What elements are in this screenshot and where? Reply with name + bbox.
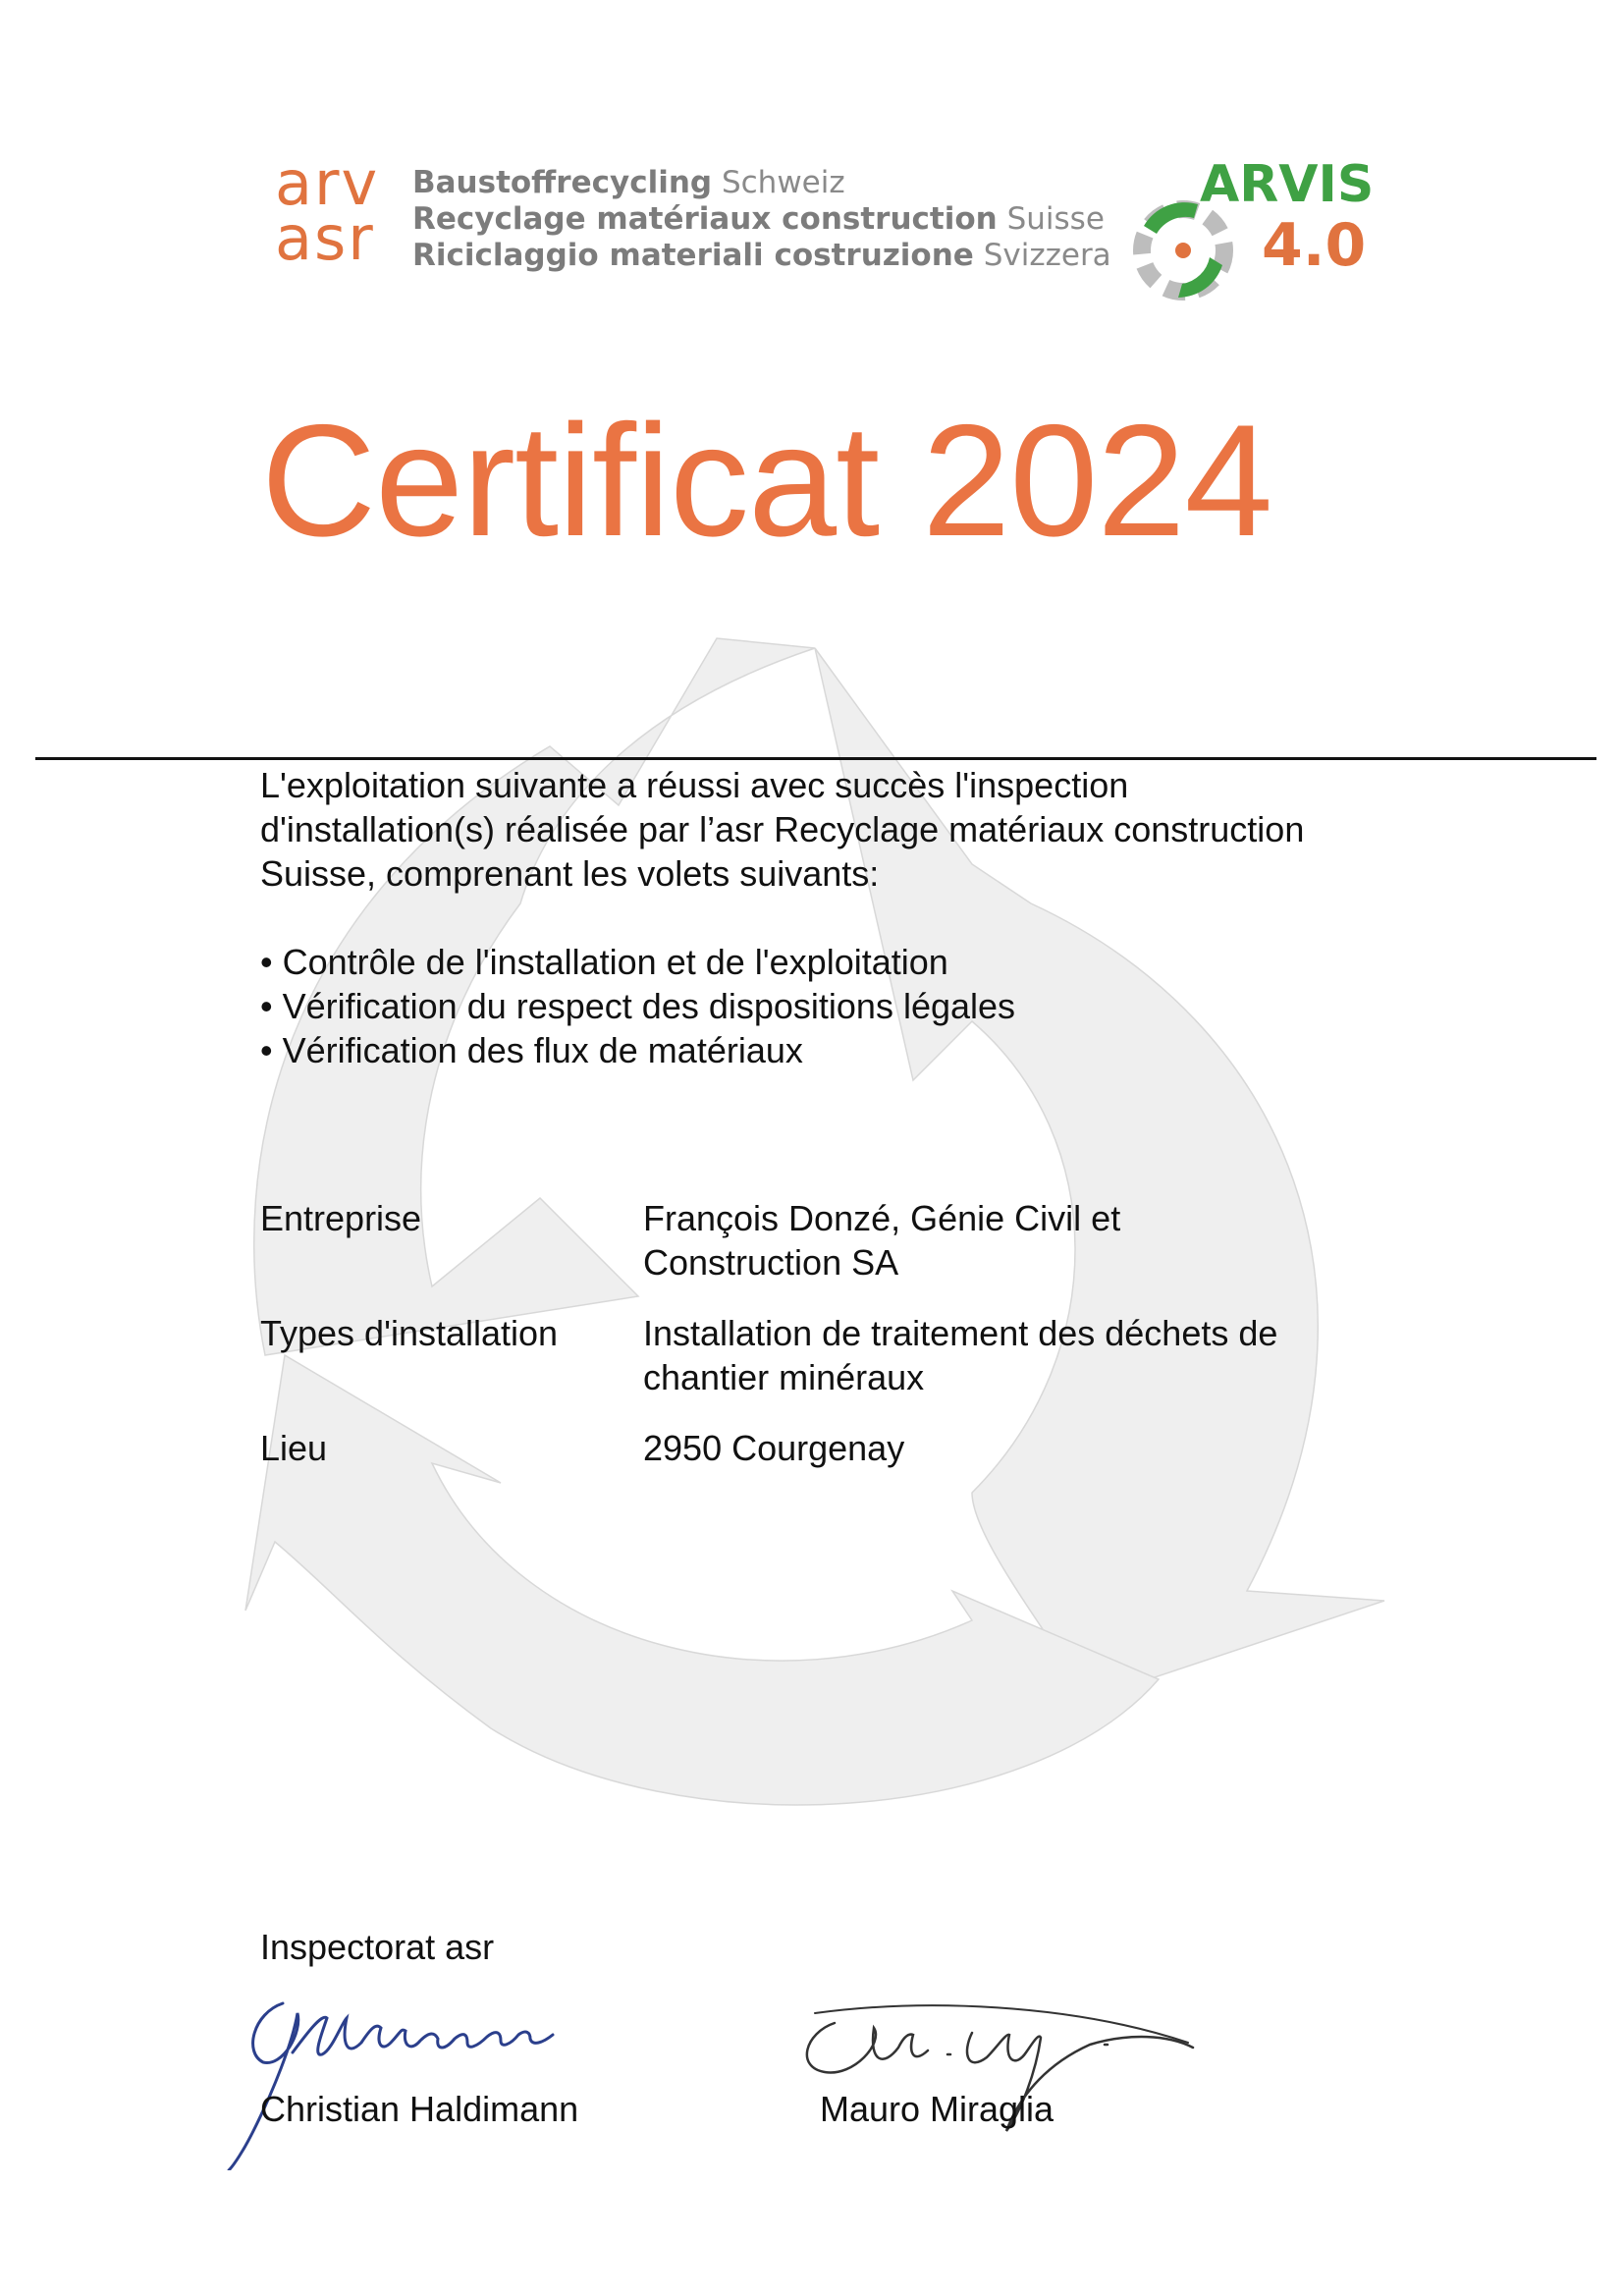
- arvis-name: ARVIS: [1200, 155, 1375, 214]
- arv-asr-mark: [275, 147, 380, 274]
- divider-line: [35, 757, 1596, 760]
- arv-asr-logo: [275, 147, 1139, 285]
- detail-value-lieu: 2950 Courgenay: [643, 1428, 905, 1468]
- intro-line: L'exploitation suivante a réussi avec succès l'inspection: [260, 765, 1129, 805]
- detail-value-entreprise: François Donzé, Génie Civil et Construction SA: [643, 1198, 1121, 1283]
- intro-line: d'installation(s) réalisée par l’asr Recyclage matériaux construction: [260, 809, 1305, 849]
- signature-haldimann-icon: [214, 1974, 568, 2170]
- logo-taglines: [412, 165, 1111, 274]
- intro-paragraph: [260, 763, 1438, 896]
- detail-label-types: Types d'installation: [260, 1313, 559, 1353]
- logo-line-de: Baustoffrecycling Schweiz: [412, 165, 845, 200]
- intro-line: Suisse, comprenant les volets suivants:: [260, 853, 880, 894]
- signer-name-2: Mauro Miraglia: [820, 2089, 1054, 2129]
- signature-heading: Inspectorat asr: [260, 1927, 495, 1967]
- detail-label-entreprise: Entreprise: [260, 1198, 422, 1238]
- arvis-version: 4.0: [1262, 211, 1367, 280]
- logo-mark-top: arv: [275, 147, 380, 219]
- logo-mark-bottom: asr: [275, 202, 375, 274]
- bullet-item: • Vérification des flux de matériaux: [260, 1028, 1438, 1072]
- logo-line-fr: Recyclage matériaux construction Suisse: [412, 201, 1105, 237]
- bullet-item: • Vérification du respect des dispositions légales: [260, 984, 1438, 1028]
- certificate-title: Certificat 2024: [261, 392, 1272, 570]
- arvis-logo: [1129, 157, 1384, 304]
- signer-name-1: Christian Haldimann: [260, 2089, 579, 2129]
- detail-label-lieu: Lieu: [260, 1428, 328, 1468]
- scope-bullet-list: [260, 940, 1438, 1072]
- bullet-item: • Contrôle de l'installation et de l'exploitation: [260, 940, 1438, 984]
- detail-value-types: Installation de traitement des déchets de chantier minéraux: [643, 1313, 1278, 1397]
- logo-line-it: Riciclaggio materiali costruzione Svizzera: [412, 238, 1111, 273]
